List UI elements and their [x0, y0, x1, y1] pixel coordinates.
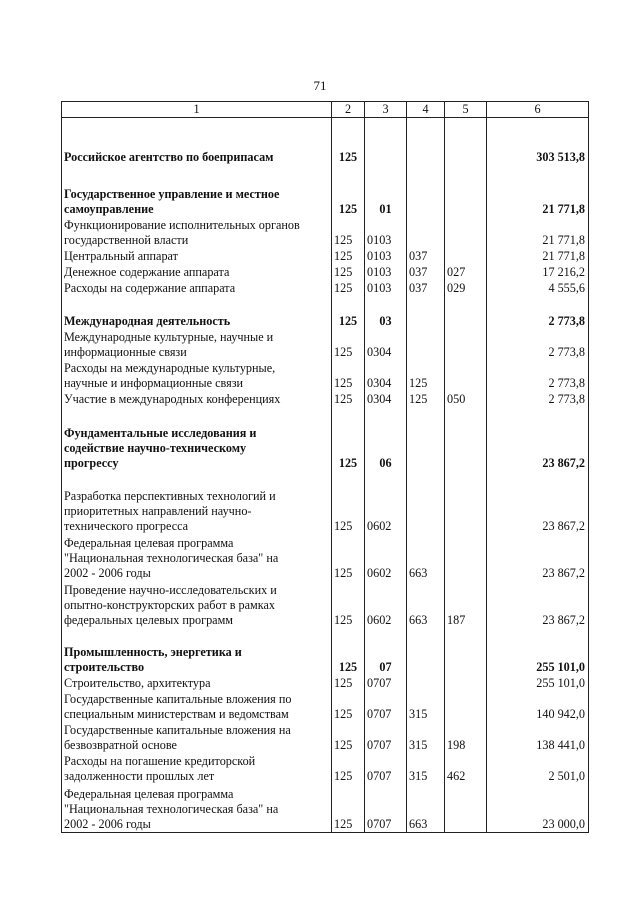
section-code-cell: 0103: [365, 280, 407, 296]
section-code-cell: 06: [365, 407, 407, 471]
expense-type-code-cell: [445, 471, 487, 534]
section-code-cell: 07: [365, 628, 407, 675]
section-code-cell: 0707: [365, 784, 407, 833]
table-row: [62, 753, 589, 784]
amount-cell: 2 773,8: [487, 360, 589, 391]
amount-cell: 2 773,8: [487, 329, 589, 360]
header-row: [62, 102, 589, 118]
budget-table: [61, 101, 589, 833]
table-row: [62, 691, 589, 722]
target-item-code-cell: [407, 675, 445, 691]
amount-cell: 2 501,0: [487, 753, 589, 784]
target-item-code-cell: [407, 628, 445, 675]
chapter-code-cell: 125: [332, 784, 365, 833]
target-item-code-cell: [407, 118, 445, 165]
expense-type-code-cell: 198: [445, 722, 487, 753]
expense-type-code-cell: [445, 329, 487, 360]
col-header-4: 4: [407, 102, 445, 118]
target-item-code-cell: [407, 407, 445, 471]
col-header-1: 1: [62, 102, 332, 118]
target-item-code-cell: 663: [407, 534, 445, 581]
expense-type-code-cell: [445, 628, 487, 675]
row-name-cell: Фундаментальные исследования и содействие научно-техническому прогрессу: [62, 407, 332, 471]
row-name-cell: Международная деятельность: [62, 296, 332, 329]
amount-cell: 23 000,0: [487, 784, 589, 833]
table-row: [62, 784, 589, 833]
expense-type-code-cell: 029: [445, 280, 487, 296]
row-name-cell: Федеральная целевая программа "Национальная технологическая база" на 2002 - 2006 годы: [62, 534, 332, 581]
chapter-code-cell: 125: [332, 753, 365, 784]
chapter-code-cell: 125: [332, 471, 365, 534]
chapter-code-cell: 125: [332, 581, 365, 628]
table-row: [62, 329, 589, 360]
row-name-cell: Функционирование исполнительных органов государственной власти: [62, 217, 332, 248]
row-name-cell: Строительство, архитектура: [62, 675, 332, 691]
col-header-2: 2: [332, 102, 365, 118]
row-name-cell: Государственные капитальные вложения на безвозвратной основе: [62, 722, 332, 753]
row-name-cell: Разработка перспективных технологий и приоритетных направлений научно- технического прогресса: [62, 471, 332, 534]
section-code-cell: 01: [365, 165, 407, 217]
expense-type-code-cell: [445, 407, 487, 471]
expense-type-code-cell: 050: [445, 391, 487, 407]
col-header-6: 6: [487, 102, 589, 118]
section-code-cell: 0304: [365, 360, 407, 391]
section-code-cell: 0707: [365, 753, 407, 784]
expense-type-code-cell: 027: [445, 264, 487, 280]
table-row: [62, 675, 589, 691]
col-header-3: 3: [365, 102, 407, 118]
target-item-code-cell: [407, 296, 445, 329]
section-code-cell: 0103: [365, 217, 407, 248]
chapter-code-cell: 125: [332, 534, 365, 581]
target-item-code-cell: 663: [407, 784, 445, 833]
target-item-code-cell: 315: [407, 691, 445, 722]
section-code-cell: [365, 118, 407, 165]
amount-cell: 255 101,0: [487, 628, 589, 675]
amount-cell: 2 773,8: [487, 391, 589, 407]
row-name-cell: Промышленность, энергетика и строительство: [62, 628, 332, 675]
table-row: [62, 165, 589, 217]
target-item-code-cell: [407, 471, 445, 534]
chapter-code-cell: 125: [332, 118, 365, 165]
row-name-cell: Международные культурные, научные и информационные связи: [62, 329, 332, 360]
row-name-cell: Расходы на содержание аппарата: [62, 280, 332, 296]
expense-type-code-cell: [445, 784, 487, 833]
amount-cell: 23 867,2: [487, 581, 589, 628]
expense-type-code-cell: [445, 691, 487, 722]
table-row: [62, 581, 589, 628]
chapter-code-cell: 125: [332, 329, 365, 360]
table-row: [62, 296, 589, 329]
section-code-cell: 0707: [365, 691, 407, 722]
expense-type-code-cell: [445, 534, 487, 581]
expense-type-code-cell: [445, 296, 487, 329]
amount-cell: 17 216,2: [487, 264, 589, 280]
amount-cell: 255 101,0: [487, 675, 589, 691]
expense-type-code-cell: [445, 248, 487, 264]
table-row: [62, 360, 589, 391]
target-item-code-cell: 315: [407, 753, 445, 784]
target-item-code-cell: [407, 329, 445, 360]
amount-cell: 23 867,2: [487, 534, 589, 581]
chapter-code-cell: 125: [332, 280, 365, 296]
expense-type-code-cell: [445, 217, 487, 248]
table-body: [62, 118, 589, 833]
expense-type-code-cell: 462: [445, 753, 487, 784]
expense-type-code-cell: [445, 118, 487, 165]
chapter-code-cell: 125: [332, 296, 365, 329]
chapter-code-cell: 125: [332, 391, 365, 407]
col-header-5: 5: [445, 102, 487, 118]
section-code-cell: 0103: [365, 248, 407, 264]
row-name-cell: Государственное управление и местное самоуправление: [62, 165, 332, 217]
amount-cell: 2 773,8: [487, 296, 589, 329]
target-item-code-cell: 037: [407, 280, 445, 296]
amount-cell: 138 441,0: [487, 722, 589, 753]
expense-type-code-cell: [445, 360, 487, 391]
section-code-cell: 0602: [365, 534, 407, 581]
section-code-cell: 0707: [365, 675, 407, 691]
section-code-cell: 0707: [365, 722, 407, 753]
target-item-code-cell: 315: [407, 722, 445, 753]
target-item-code-cell: 037: [407, 264, 445, 280]
row-name-cell: Участие в международных конференциях: [62, 391, 332, 407]
page-number: 71: [313, 78, 327, 93]
target-item-code-cell: [407, 217, 445, 248]
row-name-cell: Центральный аппарат: [62, 248, 332, 264]
row-name-cell: Федеральная целевая программа "Национальная технологическая база" на 2002 - 2006 годы: [62, 784, 332, 833]
row-name-cell: Проведение научно-исследовательских и опытно-конструкторских работ в рамках федеральных целевых программ: [62, 581, 332, 628]
row-name-cell: Российское агентство по боеприпасам: [62, 118, 332, 165]
chapter-code-cell: 125: [332, 248, 365, 264]
amount-cell: 23 867,2: [487, 471, 589, 534]
table-row: [62, 534, 589, 581]
amount-cell: 21 771,8: [487, 165, 589, 217]
row-name-cell: Расходы на погашение кредиторской задолженности прошлых лет: [62, 753, 332, 784]
chapter-code-cell: 125: [332, 165, 365, 217]
target-item-code-cell: 663: [407, 581, 445, 628]
amount-cell: 21 771,8: [487, 217, 589, 248]
table-row: [62, 722, 589, 753]
table-row: [62, 391, 589, 407]
table-row: [62, 217, 589, 248]
target-item-code-cell: 125: [407, 391, 445, 407]
table-row: [62, 280, 589, 296]
section-code-cell: 0103: [365, 264, 407, 280]
amount-cell: 4 555,6: [487, 280, 589, 296]
section-code-cell: 0602: [365, 581, 407, 628]
chapter-code-cell: 125: [332, 628, 365, 675]
table-header: [62, 102, 589, 118]
target-item-code-cell: [407, 165, 445, 217]
amount-cell: 23 867,2: [487, 407, 589, 471]
table-row: [62, 248, 589, 264]
chapter-code-cell: 125: [332, 675, 365, 691]
expense-type-code-cell: [445, 675, 487, 691]
chapter-code-cell: 125: [332, 691, 365, 722]
expense-type-code-cell: 187: [445, 581, 487, 628]
chapter-code-cell: 125: [332, 360, 365, 391]
table-row: [62, 118, 589, 165]
section-code-cell: 0602: [365, 471, 407, 534]
section-code-cell: 0304: [365, 391, 407, 407]
target-item-code-cell: 037: [407, 248, 445, 264]
expense-type-code-cell: [445, 165, 487, 217]
row-name-cell: Государственные капитальные вложения по специальным министерствам и ведомствам: [62, 691, 332, 722]
chapter-code-cell: 125: [332, 264, 365, 280]
amount-cell: 303 513,8: [487, 118, 589, 165]
amount-cell: 140 942,0: [487, 691, 589, 722]
table-row: [62, 407, 589, 471]
row-name-cell: Расходы на международные культурные, научные и информационные связи: [62, 360, 332, 391]
chapter-code-cell: 125: [332, 722, 365, 753]
table-row: [62, 471, 589, 534]
table-row: [62, 264, 589, 280]
amount-cell: 21 771,8: [487, 248, 589, 264]
section-code-cell: 03: [365, 296, 407, 329]
table-row: [62, 628, 589, 675]
chapter-code-cell: 125: [332, 217, 365, 248]
chapter-code-cell: 125: [332, 407, 365, 471]
row-name-cell: Денежное содержание аппарата: [62, 264, 332, 280]
section-code-cell: 0304: [365, 329, 407, 360]
target-item-code-cell: 125: [407, 360, 445, 391]
